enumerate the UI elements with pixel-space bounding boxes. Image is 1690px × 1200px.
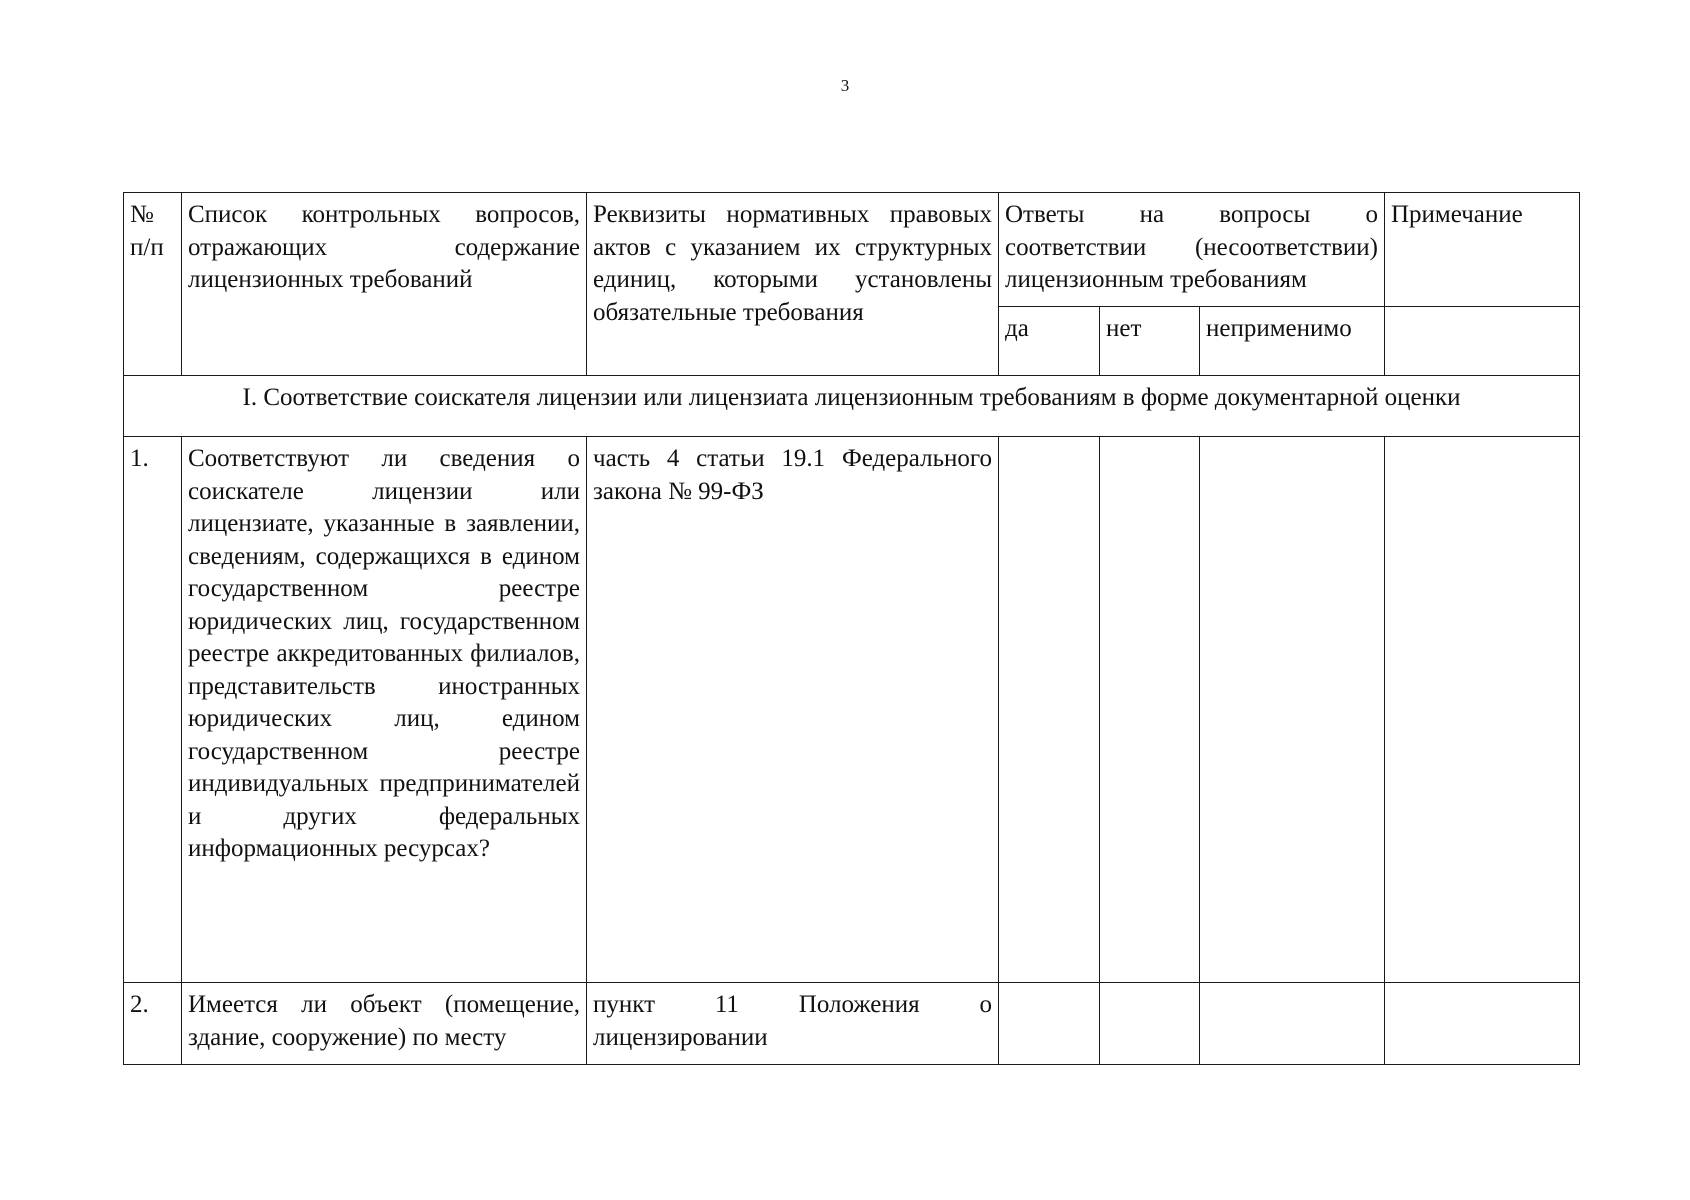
row-number: 2. (124, 983, 182, 1065)
header-answers: Ответы на вопросы о соответствии (несоответствии) лицензионным требованиям (999, 193, 1385, 307)
answer-not-applicable-cell (1200, 983, 1385, 1065)
section-title: I. Соответствие соискателя лицензии или лицензиата лицензионным требованиям в форме документарной оценки (124, 376, 1580, 437)
header-note: Примечание (1385, 193, 1580, 307)
table-row (124, 437, 1580, 983)
note-cell (1385, 437, 1580, 983)
table-header-row (124, 193, 1580, 307)
answer-not-applicable-cell (1200, 437, 1385, 983)
row-number: 1. (124, 437, 182, 983)
license-requirements-checklist-table (123, 192, 1580, 1065)
table-row (124, 983, 1580, 1065)
header-note-empty-cell (1385, 307, 1580, 376)
answer-yes-cell (999, 983, 1100, 1065)
answer-no-cell (1100, 437, 1200, 983)
header-requisites: Реквизиты нормативных правовых актов с указанием их структурных единиц, которыми установлены обязательные требования (587, 193, 999, 376)
header-answer-not-applicable: неприменимо (1200, 307, 1385, 376)
section-row (124, 376, 1580, 437)
header-number: № п/п (124, 193, 182, 376)
note-cell (1385, 983, 1580, 1065)
row-requisites: пункт 11 Положения о лицензировании (587, 983, 999, 1065)
answer-yes-cell (999, 437, 1100, 983)
row-requisites: часть 4 статьи 19.1 Федерального закона № 99-ФЗ (587, 437, 999, 983)
row-question: Имеется ли объект (помещение, здание, сооружение) по месту (182, 983, 587, 1065)
header-answer-yes: да (999, 307, 1100, 376)
answer-no-cell (1100, 983, 1200, 1065)
header-answer-no: нет (1100, 307, 1200, 376)
row-question: Соответствуют ли сведения о соискателе лицензии или лицензиате, указанные в заявлении, сведениям, содержащихся в едином государственном реестре юридических лиц, государственном реестре аккредитованных филиалов, представительств иностранных юридических лиц, едином государственном реестре индивидуальных предпринимателей и других федеральных информационных ресурсах? (182, 437, 587, 983)
header-questions: Список контрольных вопросов, отражающих содержание лицензионных требований (182, 193, 587, 376)
page-number: 3 (840, 76, 850, 95)
